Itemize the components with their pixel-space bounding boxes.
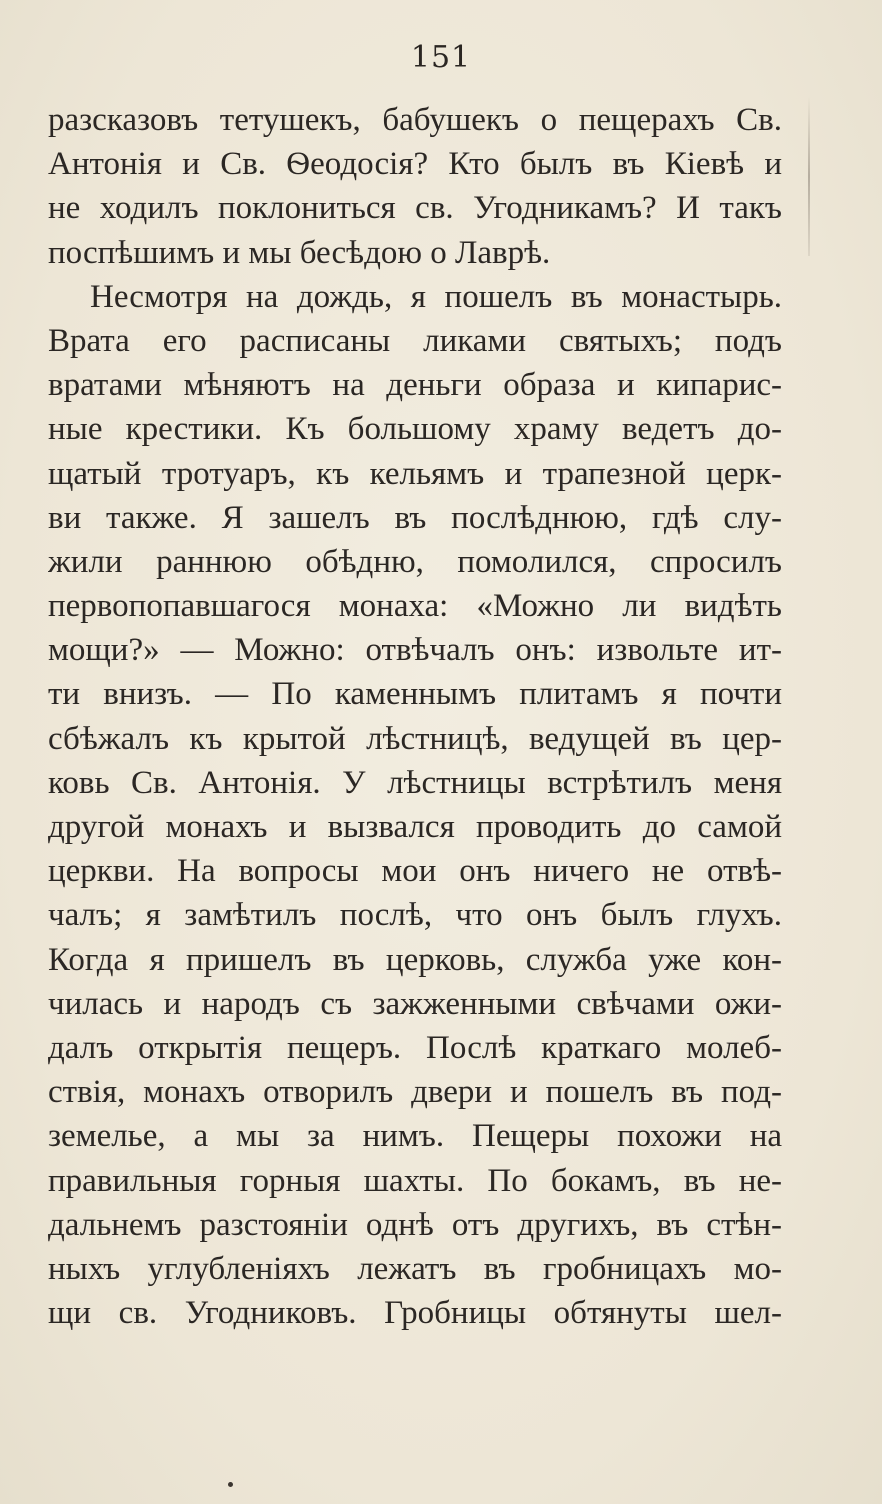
text-line: далъ открытія пещеръ. Послѣ краткаго молеб- [48,1029,782,1066]
text-line: Когда я пришелъ въ церковь, служба уже кон- [48,941,782,978]
margin-mark [808,96,810,256]
text-line: вратами мѣняютъ на деньги образа и кипарис- [48,367,782,404]
text-line: ви также. Я зашелъ въ послѣднюю, гдѣ слу- [48,499,782,536]
text-line: сбѣжалъ къ крытой лѣстницѣ, ведущей въ цер- [48,720,782,757]
text-line: ные крестики. Къ большому храму ведетъ до- [48,411,782,448]
text-line: земелье, а мы за нимъ. Пещеры похожи на [48,1118,782,1155]
text-line: правильныя горныя шахты. По бокамъ, въ не- [48,1162,782,1199]
body-text [48,98,782,1335]
text-line: другой монахъ и вызвался проводить до самой [48,809,782,845]
text-line: церкви. На вопросы мои онъ ничего не отвѣ- [48,853,782,890]
text-line: ковь Св. Антонія. У лѣстницы встрѣтилъ меня [48,764,782,801]
text-line: ствія, монахъ отворилъ двери и пошелъ въ под- [48,1074,782,1111]
text-line: ныхъ углубленіяхъ лежатъ въ гробницахъ мо- [48,1250,782,1287]
text-line: Антонія и Св. Ѳеодосія? Кто былъ въ Кіевѣ и [48,146,782,183]
paragraph-2 [48,275,782,1336]
text-line: Несмотря на дождь, я пошелъ въ монастырь. [90,278,782,315]
text-line: Врата его расписаны ликами святыхъ; подъ [48,322,782,359]
text-line: ти внизъ. — По каменнымъ плитамъ я почти [48,676,782,713]
text-line: щи св. Угодниковъ. Гробницы обтянуты шел- [48,1295,782,1332]
text-line: жили раннюю обѣдню, помолился, спросилъ [48,543,782,580]
text-line: дальнемъ разстояніи однѣ отъ другихъ, въ стѣн- [48,1206,782,1243]
page-number: 151 [410,40,472,75]
text-line: щатый тротуаръ, къ кельямъ и трапезной церк- [48,455,782,492]
text-line: чалъ; я замѣтилъ послѣ, что онъ былъ глухъ. [48,897,782,934]
text-line: не ходилъ поклониться св. Угодникамъ? И такъ [48,190,782,227]
text-line: разсказовъ тетушекъ, бабушекъ о пещерахъ Св. [48,102,782,138]
text-line: чилась и народъ съ зажженными свѣчами ожи- [48,985,782,1022]
paragraph-1 [48,98,782,275]
text-line: мощи?» — Можно: отвѣчалъ онъ: извольте ит- [48,632,782,669]
ink-speck [228,1482,233,1487]
text-line: первопопавшагося монаха: «Можно ли видѣть [48,588,782,625]
text-line: поспѣшимъ и мы бесѣдою о Лаврѣ. [48,234,551,271]
